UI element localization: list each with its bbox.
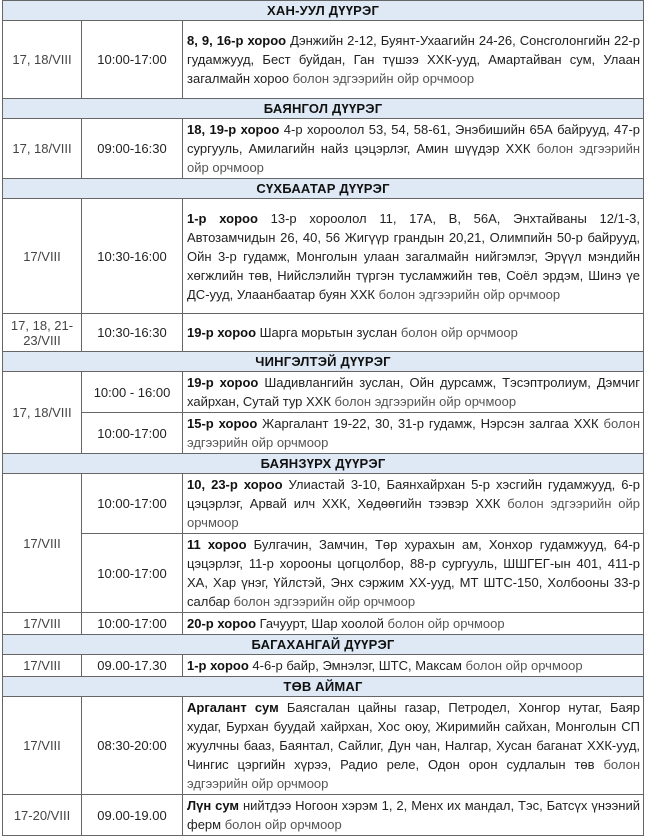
location-tail: болон ойр орчмоор <box>461 658 583 673</box>
time-cell: 10:00-17:00 <box>82 474 183 534</box>
schedule-row <box>3 21 644 99</box>
location-text: нийтдээ Ногоон хэрэм 1, 2, Менх их мандал, Тэс, Батсүх үнээний ферм <box>187 798 641 832</box>
khoroo-label: 19-р хороо <box>187 375 259 390</box>
time-cell: 10:00-17:00 <box>82 21 183 99</box>
time-cell: 10:30-16:30 <box>82 314 183 352</box>
schedule-row <box>3 697 644 795</box>
location-cell <box>183 613 644 635</box>
section-header-row <box>3 677 644 697</box>
section-title: ТӨВ АЙМАГ <box>3 677 644 697</box>
time-cell: 08:30-20:00 <box>82 697 183 795</box>
location-text: Гачуурт, Шар хоолой <box>256 616 384 631</box>
date-cell: 17/VIII <box>3 199 82 314</box>
khoroo-label: 1-р хороо <box>187 210 258 226</box>
date-cell: 17, 18/VIII <box>3 372 82 454</box>
schedule-row <box>3 474 644 534</box>
time-cell: 09:00-16:30 <box>82 119 183 179</box>
khoroo-label: 18, 19-р хороо <box>187 122 280 137</box>
location-tail: болон эдгээрийн ойр орчмоор <box>374 286 561 302</box>
khoroo-label: Лүн сум <box>187 798 240 813</box>
location-text: Улиастай 3-10, Баянхайрхан 5-р хэсгийн гудамжууд, 6-р цэцэрлэг, Арвай илч ХХК, Хөдөөгийн тээвэр ХХК <box>187 477 641 511</box>
section-title: БАЯНЗҮРХ ДҮҮРЭГ <box>3 454 644 474</box>
section-title: ЧИНГЭЛТЭЙ ДҮҮРЭГ <box>3 352 644 372</box>
time-cell: 09.00-17.30 <box>82 655 183 677</box>
location-cell <box>183 314 644 352</box>
section-header-row <box>3 635 644 655</box>
location-text: 13-р хороолол 11, 17А, В, 56А, Энхтайваны 12/1-3, Автозамчидын 26, 40, 56 Жигүүр грандын 20,21, Олимпийн 50-р байрууд, Ойн 3-р гудамж, Монголын улаан загалмайн нийгэмлэг, Эрүүл мэндийн хөгжлийн төв, Нийслэлийн түргэн тусламжийн төв, Соёл эрдэм, Шинэ үе ДС-ууд, Улаанбаатар буян ХХК <box>187 210 641 302</box>
location-tail: болон эдгээрийн ойр орчмоор <box>229 594 416 609</box>
section-title: БАЯНГОЛ ДҮҮРЭГ <box>3 99 644 119</box>
khoroo-label: 15-р хороо <box>187 416 258 431</box>
location-tail: болон ойр орчмоор <box>221 817 342 832</box>
location-cell <box>183 413 644 454</box>
date-cell: 17-20/VIII <box>3 795 82 836</box>
location-cell <box>183 795 644 836</box>
section-header-row <box>3 99 644 119</box>
section-header-row <box>3 352 644 372</box>
section-header-row <box>3 1 644 21</box>
location-tail: болон ойр орчмоор <box>397 325 518 340</box>
location-text: 4-р хороолол 53, 54, 58-61, Энэбишийн 65А байрууд, 47-р сургууль, Амилагийн найз цэцэрлэг, Амин шүүдэр ХХК <box>187 122 641 156</box>
khoroo-label: 19-р хороо <box>187 325 257 340</box>
time-cell: 10:00-17:00 <box>82 613 183 635</box>
time-cell: 10:00-17:00 <box>82 413 183 454</box>
location-cell <box>183 199 644 314</box>
location-text: Баясгалан цайны газар, Петродел, Хонгор нутаг, Баяр худаг, Бурхан буудай хайрхан, Хос оюу, Жиримийн сайхан, Монголын СП жуулчны бааз, Баянтал, Сайлиг, Дун чан, Налгар, Хусан баганат ХХК-ууд, Чингис цэргийн хүрээ, Радио реле, Одон орон судлалын төв <box>187 700 641 772</box>
location-cell <box>183 119 644 179</box>
schedule-row <box>3 534 644 613</box>
schedule-row <box>3 199 644 314</box>
section-header-row <box>3 454 644 474</box>
location-cell <box>183 534 644 613</box>
location-text: Жаргалант 19-22, 30, 31-р гудамж, Нэрсэн залгаа ХХК <box>257 416 599 431</box>
time-cell: 10:00-17:00 <box>82 534 183 613</box>
date-cell: 17/VIII <box>3 655 82 677</box>
schedule-row <box>3 613 644 635</box>
schedule-row <box>3 119 644 179</box>
time-cell: 10:00 - 16:00 <box>82 372 183 413</box>
location-text: Дэнжийн 2-12, Буянт-Ухаагийн 24-26, Сонсголонгийн 22-р гудамжууд, Бест буйдан, Ган түшээ ХХК-ууд, Амартайван сум, Улаан загалмайн хороо <box>187 33 641 86</box>
outage-schedule-table <box>2 0 644 836</box>
khoroo-label: Аргалант сум <box>187 700 279 715</box>
date-cell: 17, 18, 21-23/VIII <box>3 314 82 352</box>
location-cell <box>183 21 644 99</box>
schedule-row <box>3 314 644 352</box>
section-header-row <box>3 179 644 199</box>
khoroo-label: 1-р хороо <box>187 658 249 673</box>
khoroo-label: 11 хороо <box>187 537 247 552</box>
location-text: Шадивлангийн зуслан, Ойн дурсамж, Тэсэптролиум, Дэмчиг хайрхан, Сутай тур ХХК <box>187 375 641 409</box>
section-title: СҮХБААТАР ДҮҮРЭГ <box>3 179 644 199</box>
location-text: Шарга морьтын зуслан <box>256 325 398 340</box>
location-tail: болон эдгээрийн ойр орчмоор <box>187 757 641 791</box>
date-cell: 17, 18/VIII <box>3 119 82 179</box>
time-cell: 09.00-19.00 <box>82 795 183 836</box>
location-tail: болон эдгээрийн ойр орчмоор <box>187 496 641 530</box>
khoroo-label: 20-р хороо <box>187 616 257 631</box>
section-title: ХАН-УУЛ ДҮҮРЭГ <box>3 1 644 21</box>
khoroo-label: 8, 9, 16-р хороо <box>187 33 287 48</box>
location-text: 4-6-р байр, Эмнэлэг, ШТС, Максам <box>248 658 462 673</box>
location-tail: болон эдгээрийн ойр орчмоор <box>330 394 517 409</box>
schedule-row <box>3 655 644 677</box>
location-tail: болон эдгээрийн ойр орчмоор <box>187 416 641 450</box>
schedule-row <box>3 795 644 836</box>
section-title: БАГАХАНГАЙ ДҮҮРЭГ <box>3 635 644 655</box>
location-cell <box>183 697 644 795</box>
khoroo-label: 10, 23-р хороо <box>187 477 283 492</box>
date-cell: 17/VIII <box>3 474 82 613</box>
location-cell <box>183 474 644 534</box>
location-text: Булгачин, Замчин, Төр хурахын ам, Хонхор гудамжууд, 64-р цэцэрлэг, 11-р хорооны цогцолбор, 88-р сургууль, ШШГЕГ-ын 401, 411-р ХА, Хар үнэг, Үйлстэй, Энх сэржим ХХ-ууд, МТ ШТС-150, Холбооны 33-р салбар <box>187 537 641 609</box>
location-tail: болон эдгээрийн ойр орчмоор <box>187 141 641 175</box>
schedule-row <box>3 372 644 413</box>
schedule-row <box>3 413 644 454</box>
date-cell: 17/VIII <box>3 613 82 635</box>
date-cell: 17/VIII <box>3 697 82 795</box>
location-cell <box>183 655 644 677</box>
location-tail: болон эдгээрийн ойр орчмоор <box>288 71 475 86</box>
time-cell: 10:30-16:00 <box>82 199 183 314</box>
date-cell: 17, 18/VIII <box>3 21 82 99</box>
location-cell <box>183 372 644 413</box>
location-tail: болон ойр орчмоор <box>383 616 505 631</box>
